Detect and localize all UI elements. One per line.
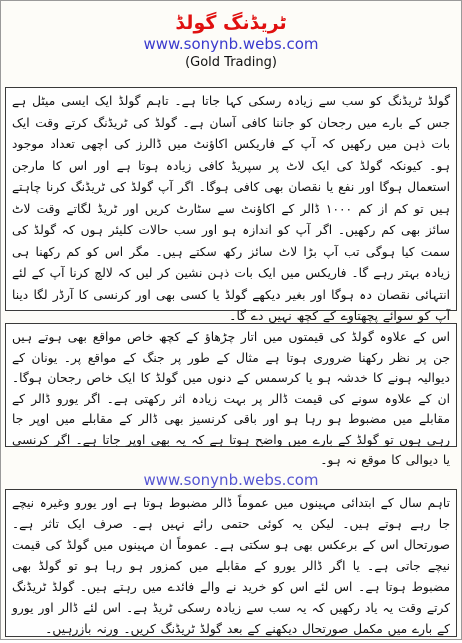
paragraph-1: گولڈ ٹریڈنگ کو سب سے زیادہ رسکی کہا جاتا ہے۔ تاہم گولڈ ایک ایسی میٹل ہے جس کے بارے میں رجحان کو جاننا کافی آسان ہے۔ گولڈ کی ٹریڈنگ کرتے وقت ایک بات ذہن میں رکھیں کہ آپ کے فاریکس اکاؤنٹ میں ڈالرز کی اچھی تعداد موجود ہو۔ کیونکہ گولڈ کی ایک لاٹ پر سپریڈ کافی زیادہ ہوتا ہے اور اس کا مارجن استعمال ہوگا اور نفع یا نقصان بھی کافی ہوگا۔ اگر آپ گولڈ کی ٹریڈنگ کرنا چاہتے ہیں تو کم از کم ۱۰۰۰ ڈالر کے اکاؤنٹ سے سٹارٹ کریں اور ٹریڈ لگاتے وقت لاٹ سائز بھی کم رکھیں۔ اگر آپ کو اندازہ ہو اور سب حالات کلیئر ہوں کہ گولڈ کی سمت کیا ہوگی تب آپ بڑا لاٹ سائز رکھ سکتے ہیں۔ مگر اس کو کم رکھنا ہی زیادہ بہتر رہے گا۔ فاریکس میں ایک بات ذہن نشین کر لیں کہ لالچ کرنا آپ کے لئے انتہائی نقصان دہ ہوگا اور بغیر دیکھے گولڈ یا کسی بھی اور کرنسی کا آرڈر لگا دینا آپ کو سوائے پچھتاوے کے کچھ نہیں دے گا۔ (12, 94, 450, 323)
paragraph-box-1 (5, 87, 457, 323)
page-subtitle: (Gold Trading) (185, 55, 277, 70)
paragraph-2: اس کے علاوہ گولڈ کی قیمتوں میں اتار چڑھاؤ کے کچھ خاص مواقع بھی ہوتے ہیں جن پر نظر رکھنا ضروری ہوتا ہے مثال کے طور پر جنگ کے مواقع پر۔ یونان کے دیوالیہ ہونے کا خدشہ ہو یا کرسمس کے دنوں میں گولڈ کا ایک خاص رجحان ہوگا۔ ان کے علاوہ سونے کی قیمت ڈالر پر بہت زیادہ اثر رکھتی ہے۔ اگر یورو ڈالر کے مقابلے میں مضبوط ہو رہا ہو اور باقی کرنسیز بھی ڈالر کے مقابلے میں اوپر جا رہی ہوں تو گولڈ کے بارے میں واضح ہوتا ہے کہ یہ بھی اوپر جاتا ہے۔ اگر کرنسی یا دیوالی کا موقع نہ ہو۔ (12, 330, 450, 467)
paragraph-3: تاہم سال کے ابتدائی مہینوں میں عموماً ڈالر مضبوط ہوتا ہے اور یورو وغیرہ نیچے جا رہے ہوتے ہیں۔ لیکن یہ کوئی حتمی رائے نہیں ہے۔ صرف ایک تاثر ہے۔ صورتحال اس کے برعکس بھی ہو سکتی ہے۔ عموماً ان مہینوں میں گولڈ کی قیمت نیچے جاتی ہے۔ یا اگر ڈالر یورو کے مقابلے میں کمزور ہو رہا ہو تو گولڈ بھی مضبوط ہوتا ہے۔ اس لئے اس کو خرید نے والے فائدے میں رہتے ہیں۔ گولڈ ٹریڈنگ کرتے وقت یہ یاد رکھیں کہ یہ سب سے زیادہ رسکی ٹریڈ ہے۔ اس لئے ڈالر اور یورو کے بارے میں مکمل صورتحال دیکھنے کے بعد گولڈ ٹریڈنگ کریں۔ ورنہ بازرہیں۔ (12, 496, 450, 636)
page-title: ٹریڈنگ گولڈ (175, 12, 287, 34)
watermark-top: www.sonynb.webs.com (143, 35, 319, 53)
paragraph-box-3 (5, 489, 457, 637)
watermark-middle: www.sonynb.webs.com (143, 471, 319, 489)
paragraph-box-2 (5, 323, 457, 467)
